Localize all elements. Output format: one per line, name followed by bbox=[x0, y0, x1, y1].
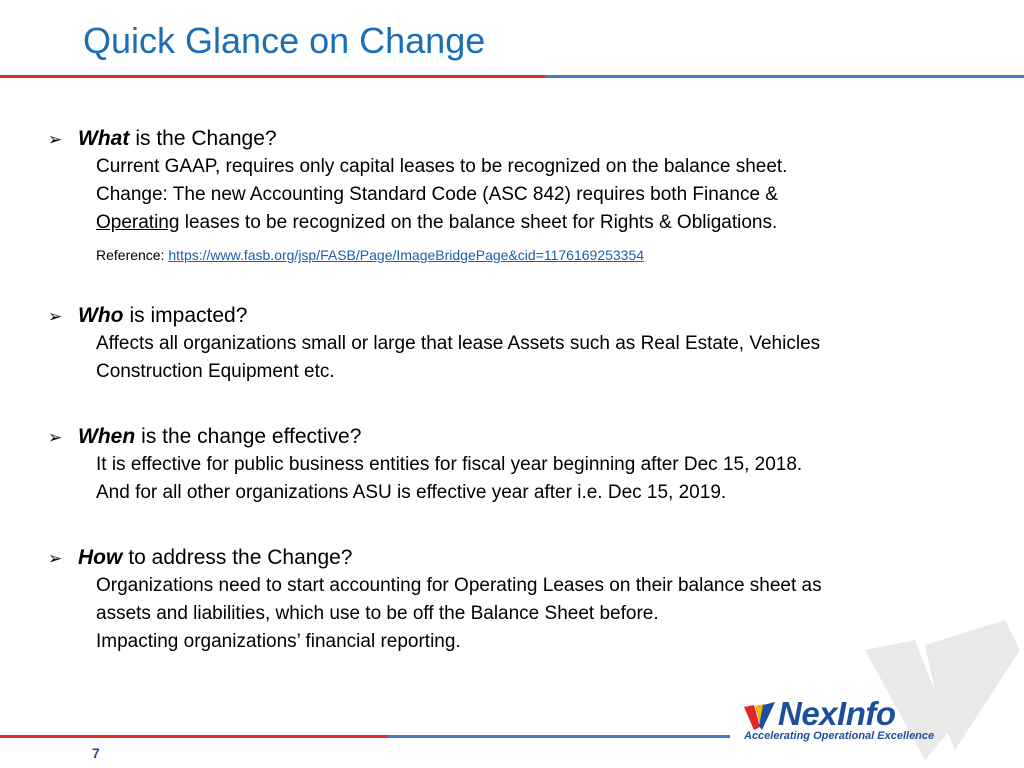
body-line bbox=[48, 209, 988, 237]
bullet-keyword: What bbox=[78, 127, 130, 150]
section-what bbox=[48, 126, 988, 265]
section-when bbox=[48, 424, 988, 507]
body-line: Change: The new Accounting Standard Code (ASC 842) requires both Finance & bbox=[96, 184, 778, 205]
bullet-keyword: When bbox=[78, 425, 136, 448]
bullet-heading-text: is the change effective? bbox=[141, 425, 362, 448]
body-line: assets and liabilities, which use to be off the Balance Sheet before. bbox=[96, 603, 659, 624]
logo-wordmark: NexInfo bbox=[778, 695, 896, 732]
reference-line bbox=[48, 245, 988, 265]
body-line: And for all other organizations ASU is effective year after i.e. Dec 15, 2019. bbox=[96, 482, 727, 503]
arrowhead-bullet-icon: ➢ bbox=[48, 549, 63, 568]
underlined-word: Operating bbox=[96, 212, 180, 233]
page-number: 7 bbox=[92, 745, 100, 761]
body-line: Organizations need to start accounting for Operating Leases on their balance sheet as bbox=[96, 575, 822, 596]
bullet-heading-text: is impacted? bbox=[129, 304, 248, 327]
bullet-heading-text: to address the Change? bbox=[128, 546, 353, 569]
body-line: It is effective for public business entities for fiscal year beginning after Dec 15, 2018. bbox=[96, 454, 803, 475]
section-who bbox=[48, 303, 988, 386]
arrowhead-bullet-icon: ➢ bbox=[48, 130, 63, 149]
bullet-keyword: Who bbox=[78, 304, 124, 327]
bullet-heading bbox=[48, 545, 988, 572]
logo-tagline: Accelerating Operational Excellence bbox=[744, 730, 935, 742]
body-line: Affects all organizations small or large that lease Assets such as Real Estate, Vehicles bbox=[96, 333, 821, 354]
body-line: Construction Equipment etc. bbox=[96, 361, 335, 382]
nexinfo-logo bbox=[742, 697, 942, 745]
bullet-heading bbox=[48, 424, 988, 451]
reference-label: Reference: bbox=[96, 247, 165, 263]
bullet-heading-text: is the Change? bbox=[135, 127, 277, 150]
title-divider-red bbox=[0, 75, 545, 78]
reference-link[interactable]: https://www.fasb.org/jsp/FASB/Page/ImageBridgePage&cid=1176169253354 bbox=[168, 247, 645, 263]
body-line-rest: leases to be recognized on the balance sheet for Rights & Obligations. bbox=[179, 212, 778, 233]
title-divider-blue bbox=[545, 75, 1024, 78]
body-line: Current GAAP, requires only capital leases to be recognized on the balance sheet. bbox=[96, 156, 788, 177]
arrowhead-bullet-icon: ➢ bbox=[48, 428, 63, 447]
footer-divider-red bbox=[0, 735, 388, 738]
slide-title: Quick Glance on Change bbox=[83, 20, 486, 61]
bullet-heading bbox=[48, 126, 988, 153]
slide-content bbox=[48, 126, 988, 656]
section-how bbox=[48, 545, 988, 656]
arrowhead-bullet-icon: ➢ bbox=[48, 307, 63, 326]
nexinfo-mark-icon bbox=[742, 701, 776, 731]
bullet-keyword: How bbox=[78, 546, 123, 569]
footer-divider-blue bbox=[388, 735, 730, 738]
bullet-heading bbox=[48, 303, 988, 330]
body-line: Impacting organizations’ financial reporting. bbox=[96, 631, 461, 652]
